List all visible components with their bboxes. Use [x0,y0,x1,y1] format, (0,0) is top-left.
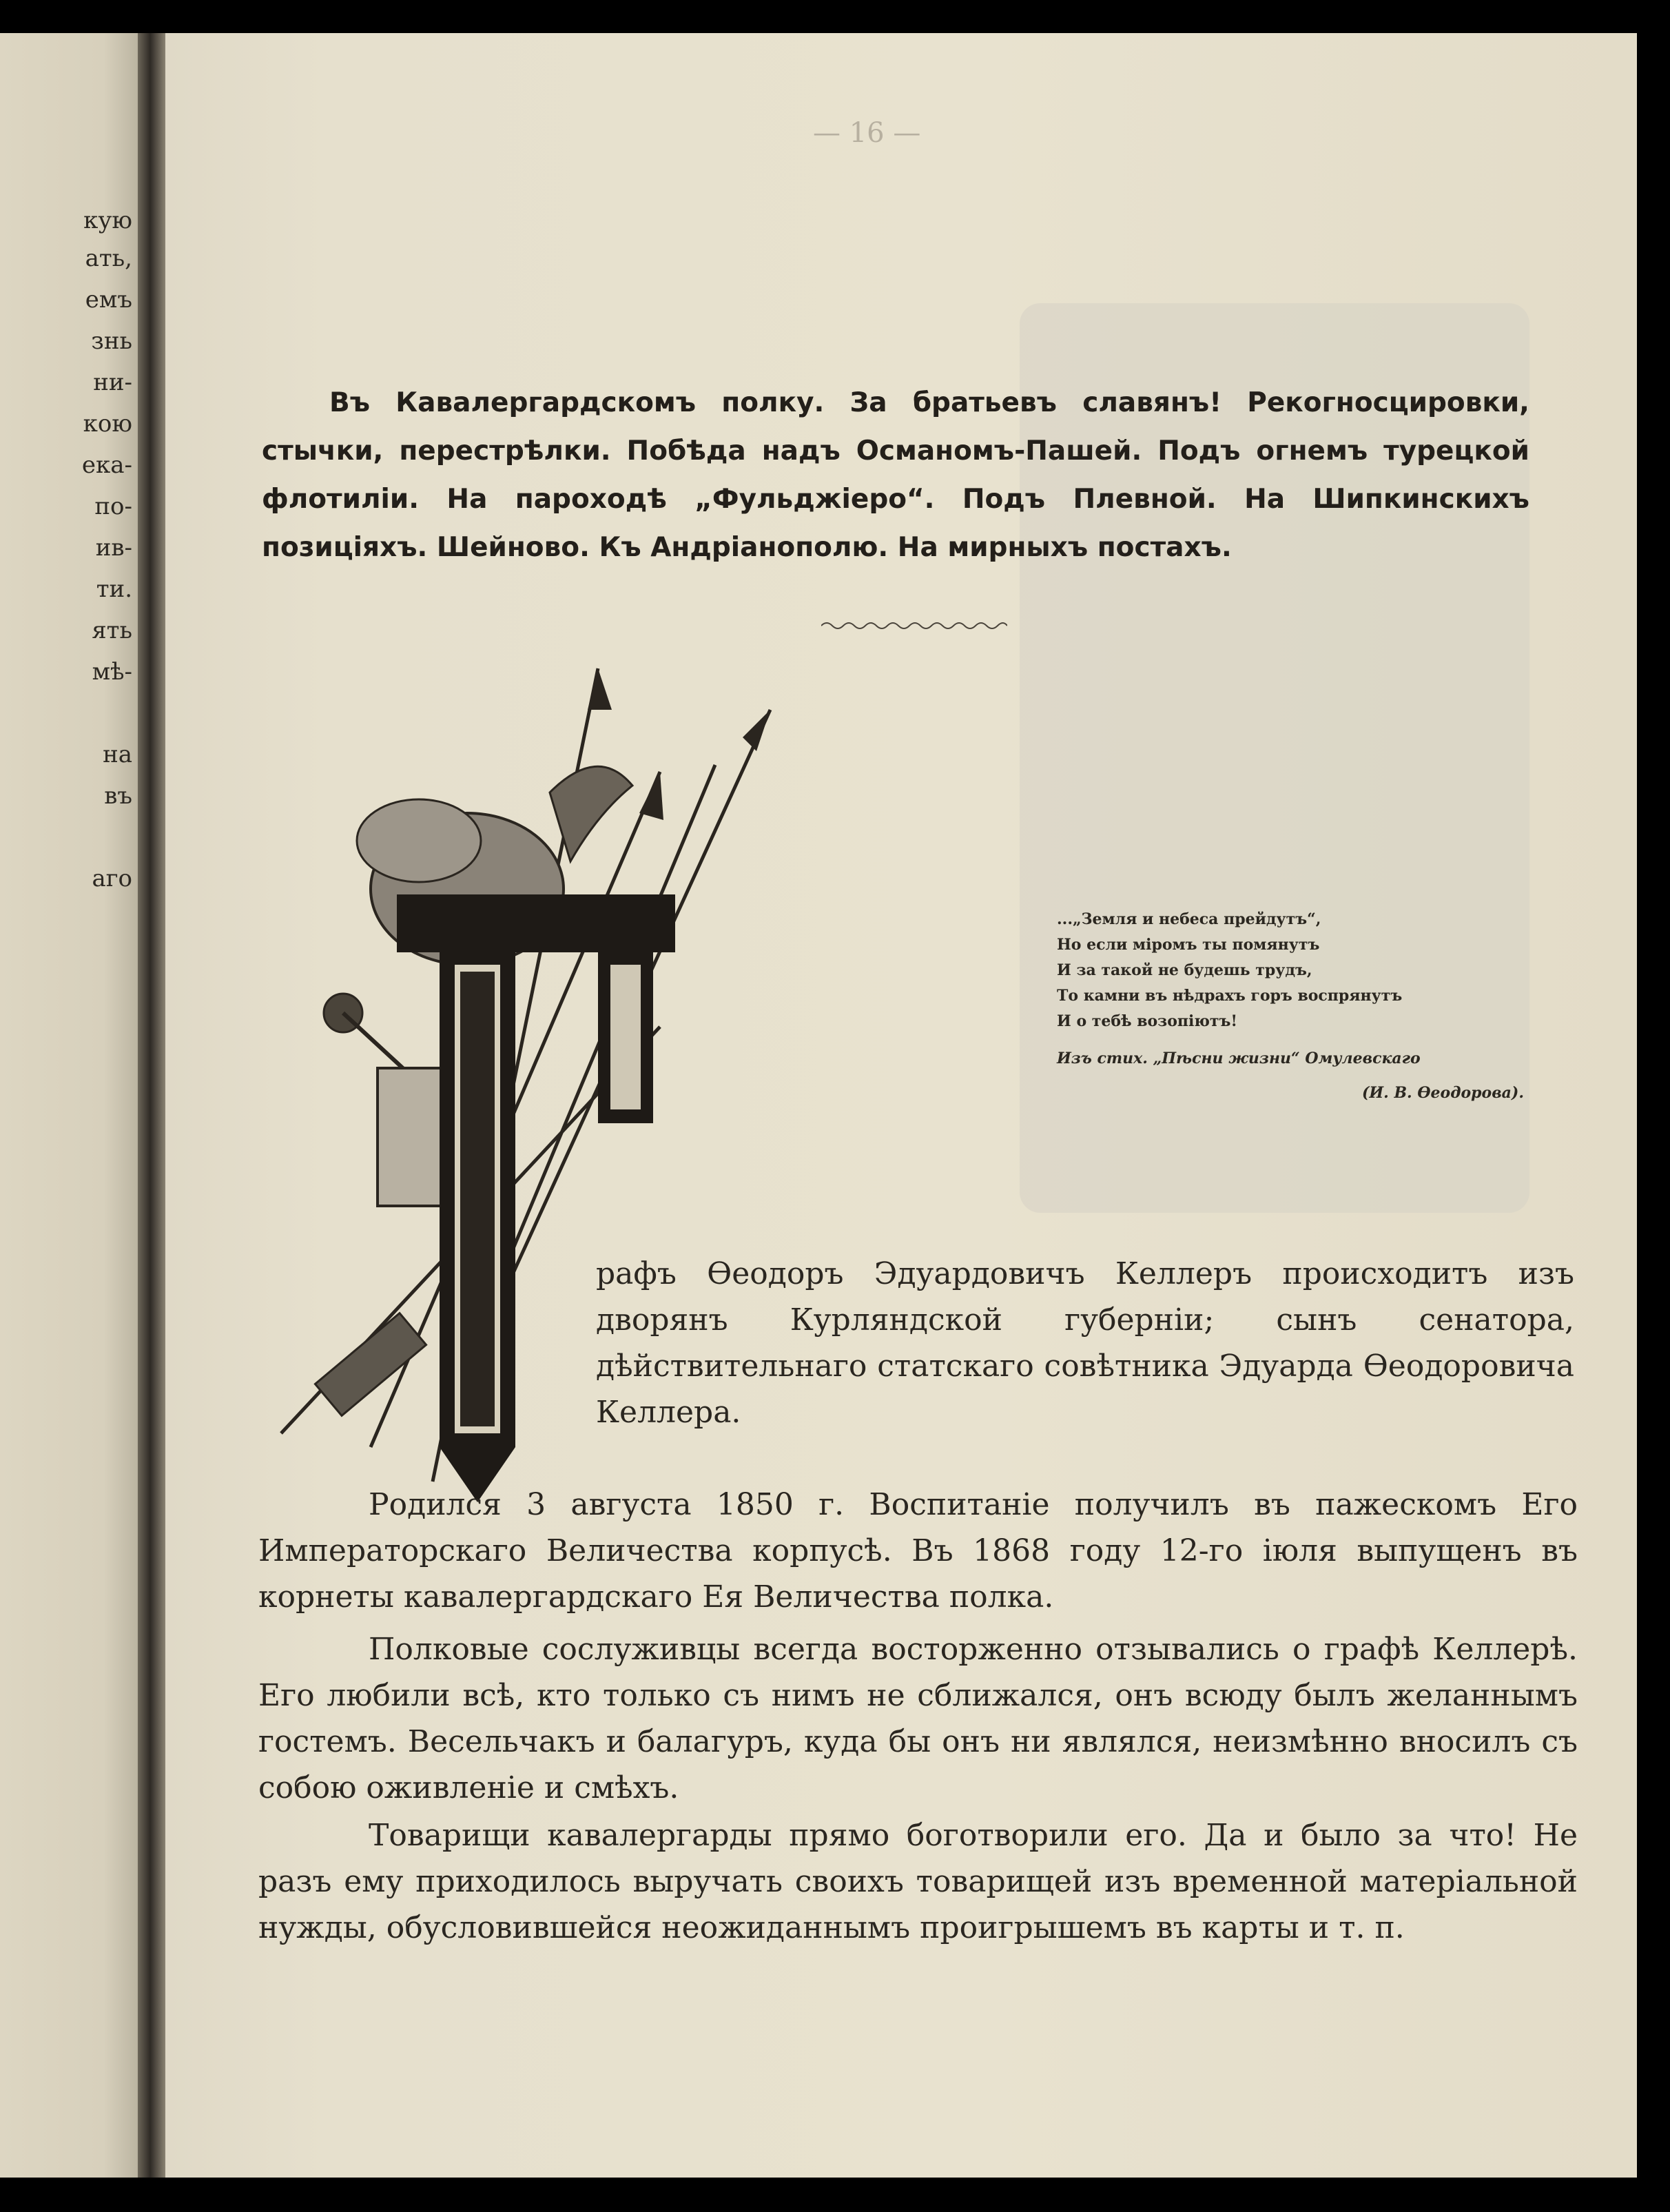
ornamental-divider [821,619,1007,633]
epigraph-poem [1057,907,1532,1103]
paragraph-birth: Родился 3 августа 1850 г. Воспитаніе получилъ въ пажескомъ Его Императорскаго Величества корпусѣ. Въ 1868 году 12-го іюля выпущенъ въ корнеты кавалергардскаго Ея Величества полка. [258,1487,1578,1615]
paragraph-colleagues: Полковые сослуживцы всегда восторженно отзывались о графѣ Келлерѣ. Его любили всѣ, кто только съ нимъ не сближался, онъ всюду былъ желаннымъ гостемъ. Весельчакъ и балагуръ, куда бы онъ ни являлся, неизмѣнно вносилъ съ собою оживленіе и смѣхъ. [258,1632,1578,1805]
poem-line: И за такой не будешь трудъ, [1057,961,1312,979]
left-fragment: ять [92,617,132,644]
left-fragment: ни- [93,369,132,396]
left-fragment: ив- [95,534,132,562]
poem-source: Изъ стих. „Пѣсни жизни“ Омулевскаго [1057,1049,1421,1067]
paragraph-intro: рафъ Ѳеодоръ Эдуардовичъ Келлеръ происходитъ изъ дворянъ Курляндской губерніи; сынъ сенатора, дѣйствительнаго статскаго совѣтника Эдуарда Ѳеодоровича Келлера. [596,1256,1574,1430]
left-fragment: емъ [85,286,132,314]
left-fragment: ека- [81,451,132,479]
poem-line: То камни въ нѣдрахъ горъ воспрянутъ [1057,987,1403,1005]
chapter-summary: Въ Кавалергардскомъ полку. За братьевъ славянъ! Рекогносцировки, стычки, перестрѣлки. Побѣда надъ Османомъ-Пашей. Подъ огнемъ турецкой флотиліи. На пароходѣ „Фульджіеро“. Подъ Плевной. На Шипкинскихъ позиціяхъ. Шейново. Къ Андріанополю. На мирныхъ постахъ. [262,387,1529,563]
left-fragment: аго [92,865,132,892]
left-fragment: на [103,741,132,768]
left-fragment: мѣ- [92,658,132,686]
left-fragment: ти. [96,575,132,603]
paragraph-comrades: Товарищи кавалергарды прямо боготворили его. Да и было за что! Не разъ ему приходилось выручать своихъ товарищей изъ временной матеріальной нужды, обусловившейся неожиданнымъ проигрышемъ въ карты и т. п. [258,1818,1578,1945]
poem-line: И о тебѣ возопіютъ! [1057,1012,1238,1030]
book-gutter [138,33,165,2178]
left-fragment: кую [83,207,132,234]
page-number: — 16 — [813,117,921,149]
poem-line: Но если міромъ ты помянутъ [1057,936,1320,954]
left-fragment: знь [91,327,132,355]
left-fragment: по- [94,493,132,520]
poem-source-author: (И. В. Ѳеодорова). [1361,1084,1524,1102]
left-fragment: ать, [85,245,132,272]
poem-line: ...„Земля и небеса прейдутъ“, [1057,910,1321,928]
left-fragment: кою [83,410,132,438]
left-fragment: въ [104,782,132,810]
